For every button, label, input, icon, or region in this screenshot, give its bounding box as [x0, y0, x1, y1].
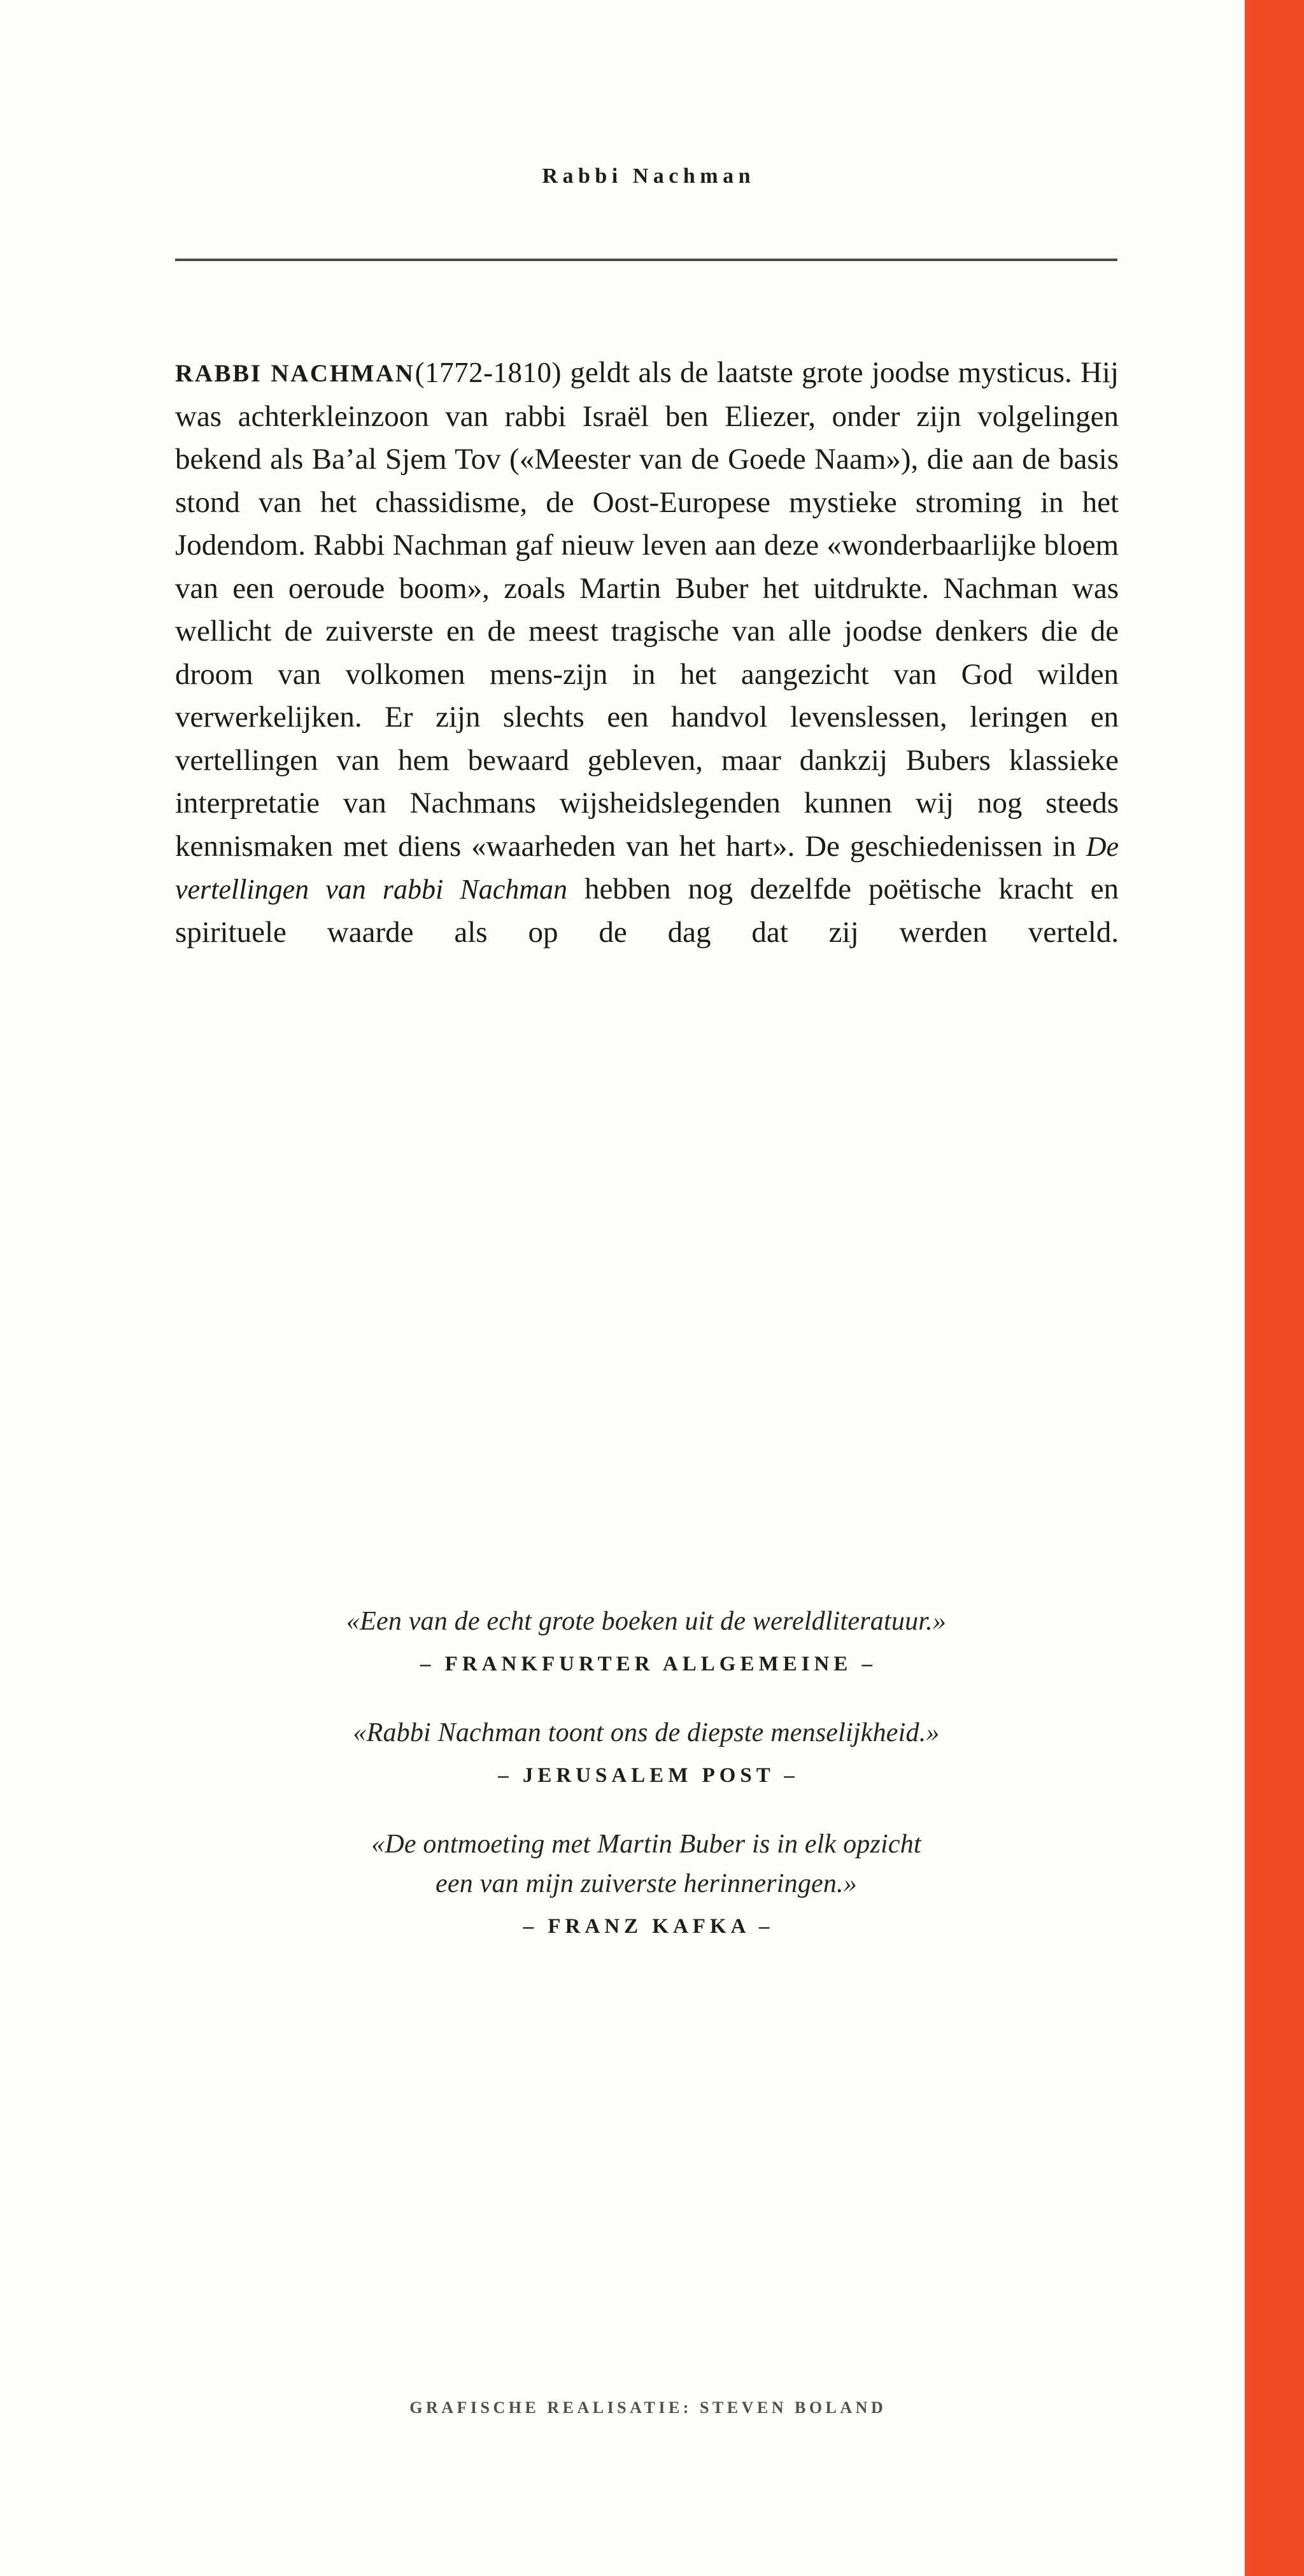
blurb-quote-line-2: een van mijn zuiverste herinneringen.»: [436, 1869, 857, 1898]
review-blurbs: [175, 1602, 1117, 1939]
blurb-frankfurter-allgemeine: [175, 1602, 1117, 1676]
book-title: De vertellingen van rabbi Nachman: [175, 830, 1119, 905]
header-divider-rule: [175, 259, 1117, 261]
body-paragraph: [175, 352, 1119, 954]
body-text-part-1: geldt als de laatste grote joodse mysticus. Hij was achterkleinzoon van rabbi Israël ben Eliezer, onder zijn volgelingen bekend als Ba’al Sjem Tov («Meester van de Goede Naam»), die aan de basis stond van het chassidisme, de Oost-Europese mystieke stroming in het Jodendom. Rabbi Nachman gaf nieuw leven aan deze «wonderbaarlijke bloem van een oeroude boom», zoals Martin Buber het uitdrukte. Nachman was wellicht de zuiverste en de meest tragische van alle joodse denkers die de droom van volkomen mens-zijn in het aangezicht van God wilden verwerkelijken. Er zijn slechts een handvol levenslessen, leringen en vertellingen van hem bewaard gebleven, maar dankzij Bubers klassieke interpretatie van Nachmans wijsheidslegenden kunnen wij nog steeds kennismaken met diens «waarheden van het hart». De geschiedenissen in: [175, 356, 1119, 863]
accent-stripe: [1245, 0, 1304, 2576]
blurb-source: – FRANKFURTER ALLGEMEINE –: [420, 1653, 877, 1676]
content-column: [175, 0, 1117, 2576]
graphic-design-credit: GRAFISCHE REALISATIE: STEVEN BOLAND: [409, 2398, 887, 2417]
running-head: Rabbi Nachman: [542, 164, 756, 188]
lead-in-dates: (1772-1810): [415, 357, 562, 388]
blurb-quote: «Rabbi Nachman toont ons de diepste menselijkheid.»: [353, 1718, 940, 1747]
lead-in-name: RABBI NACHMAN: [175, 360, 415, 387]
blurb-franz-kafka: [175, 1825, 1117, 1939]
blurb-jerusalem-post: [175, 1713, 1117, 1788]
accent-stripe-inner-edge: [1245, 0, 1251, 2576]
blurb-source: – FRANZ KAFKA –: [523, 1915, 774, 1938]
blurb-quote: [175, 1825, 1117, 1904]
blurb-quote-line-1: «De ontmoeting met Martin Buber is in elk opzicht: [371, 1830, 921, 1859]
body-text-part-2: hebben nog dezelfde poëtische kracht en spirituele waarde als op de dag dat zij werden verteld.: [175, 872, 1119, 949]
blurb-source: – JERUSALEM POST –: [498, 1764, 799, 1787]
blurb-quote: «Een van de echt grote boeken uit de wereldliteratuur.»: [346, 1607, 947, 1636]
